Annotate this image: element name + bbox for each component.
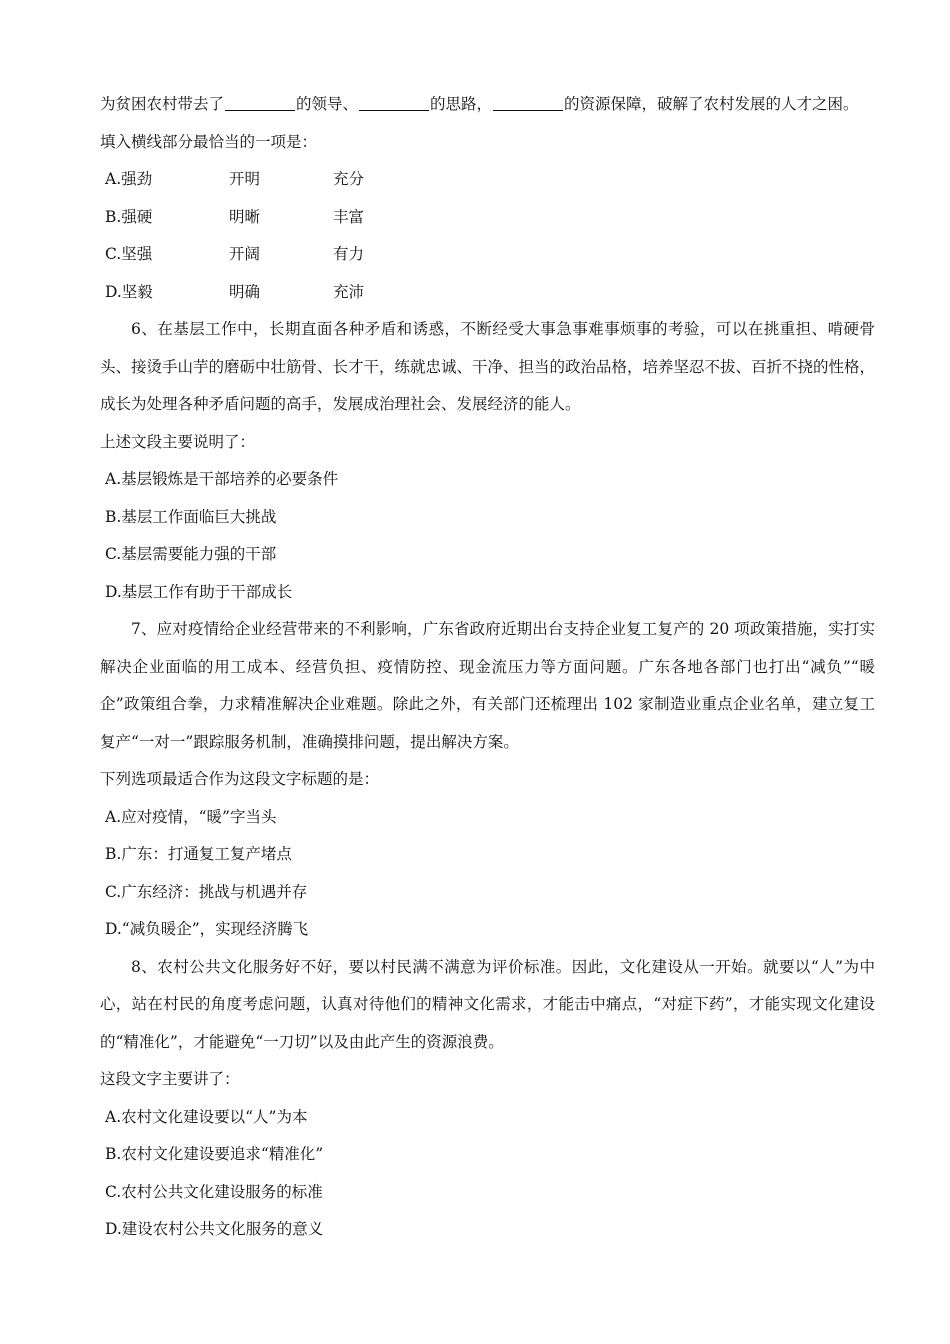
q5-option-b-2: 明晰 — [229, 207, 261, 226]
q7-stem: 下列选项最适合作为这段文字标题的是： — [100, 770, 380, 788]
q5-text-part-1: 为贫困农村带去了 — [100, 95, 225, 113]
q5-option-d-2: 明确 — [229, 282, 261, 301]
document-page — [100, 86, 876, 1249]
q5-option-a-3: 充分 — [333, 170, 365, 188]
q7-passage: 7、应对疫情给企业经营带来的不利影响，广东省政府近期出台支持企业复工复产的 20 项政策措施，实打实解决企业面临的用工成本、经营负担、疫情防控、现金流压力等方面问题。广东各地各部门也打出“减负”“暖企”政策组合拳，力求精准解决企业难题。除此之外，有关部门还梳理出 102 家制造业重点企业名单，建立复工复产“一对一”跟踪服务机制，准确摸排问题，提出解决方案。 — [100, 620, 875, 751]
q5-option-c-3: 有力 — [333, 245, 365, 263]
q5-option-c[interactable] — [105, 236, 875, 274]
q5-option-b-1: B.强硬 — [105, 207, 153, 226]
q5-option-b-3: 丰富 — [333, 207, 365, 226]
q6-option-a[interactable]: A.基层锻炼是干部培养的必要条件 — [105, 470, 339, 488]
q5-option-d-1: D.坚毅 — [105, 282, 153, 301]
q8-option-a[interactable]: A.农村文化建设要以“人”为本 — [105, 1107, 308, 1126]
q8-option-c[interactable]: C.农村公共文化建设服务的标准 — [105, 1182, 323, 1201]
q7-option-d[interactable]: D.“减负暖企”，实现经济腾飞 — [105, 920, 309, 938]
q5-blank-2 — [359, 94, 429, 111]
q7-option-c[interactable]: C.广东经济：挑战与机遇并存 — [105, 882, 308, 901]
q6-option-d[interactable]: D.基层工作有助于干部成长 — [105, 582, 293, 601]
q5-text-part-4: 的资源保障，破解了农村发展的人才之困。 — [564, 95, 859, 113]
q5-option-b[interactable] — [105, 199, 875, 237]
q7-option-b[interactable]: B.广东：打通复工复产堵点 — [105, 845, 292, 863]
q8-option-d[interactable]: D.建设农村公共文化服务的意义 — [105, 1220, 324, 1238]
q5-option-d[interactable] — [105, 274, 875, 312]
q6-option-b[interactable]: B.基层工作面临巨大挑战 — [105, 507, 277, 526]
q8-options — [105, 1099, 875, 1249]
q5-text-part-3: 的思路， — [430, 95, 493, 113]
q5-blank-1 — [225, 94, 295, 111]
q6-stem: 上述文段主要说明了： — [100, 432, 256, 451]
q5-option-a-2: 开明 — [229, 170, 261, 188]
q5-option-a-1: A.强劲 — [105, 170, 153, 188]
q8-option-b[interactable]: B.农村文化建设要追求“精准化” — [105, 1145, 324, 1163]
q6-passage: 6、在基层工作中，长期直面各种矛盾和诱惑，不断经受大事急事难事烦事的考验，可以在挑重担、啃硬骨头、接烫手山芋的磨砺中壮筋骨、长才干，练就忠诚、干净、担当的政治品格，培养坚忍不拔、百折不挠的性格，成长为处理各种矛盾问题的高手，发展成治理社会、发展经济的能人。 — [100, 320, 876, 413]
q7-option-a[interactable]: A.应对疫情，“暖”字当头 — [105, 807, 277, 826]
q5-option-c-1: C.坚强 — [105, 245, 153, 263]
q5-option-d-3: 充沛 — [333, 282, 365, 301]
q5-option-a[interactable] — [105, 161, 875, 199]
q8-stem: 这段文字主要讲了： — [100, 1070, 240, 1088]
q6-options — [105, 461, 875, 611]
q5-passage-line — [100, 86, 875, 124]
q7-options — [105, 799, 875, 949]
q8-passage: 8、农村公共文化服务好不好，要以村民满不满意为评价标准。因此，文化建设从一开始。就要以“人”为中心，站在村民的角度考虑问题，认真对待他们的精神文化需求，才能击中痛点，“对症下药”，才能实现文化建设的“精准化”，才能避免“一刀切”以及由此产生的资源浪费。 — [100, 957, 875, 1051]
q5-blank-3 — [493, 94, 563, 111]
q6-option-c[interactable]: C.基层需要能力强的干部 — [105, 545, 277, 563]
q5-stem: 填入横线部分最恰当的一项是： — [100, 132, 318, 151]
q5-option-c-2: 开阔 — [229, 245, 261, 263]
q5-text-part-2: 的领导、 — [296, 95, 359, 113]
q5-options — [105, 161, 875, 311]
